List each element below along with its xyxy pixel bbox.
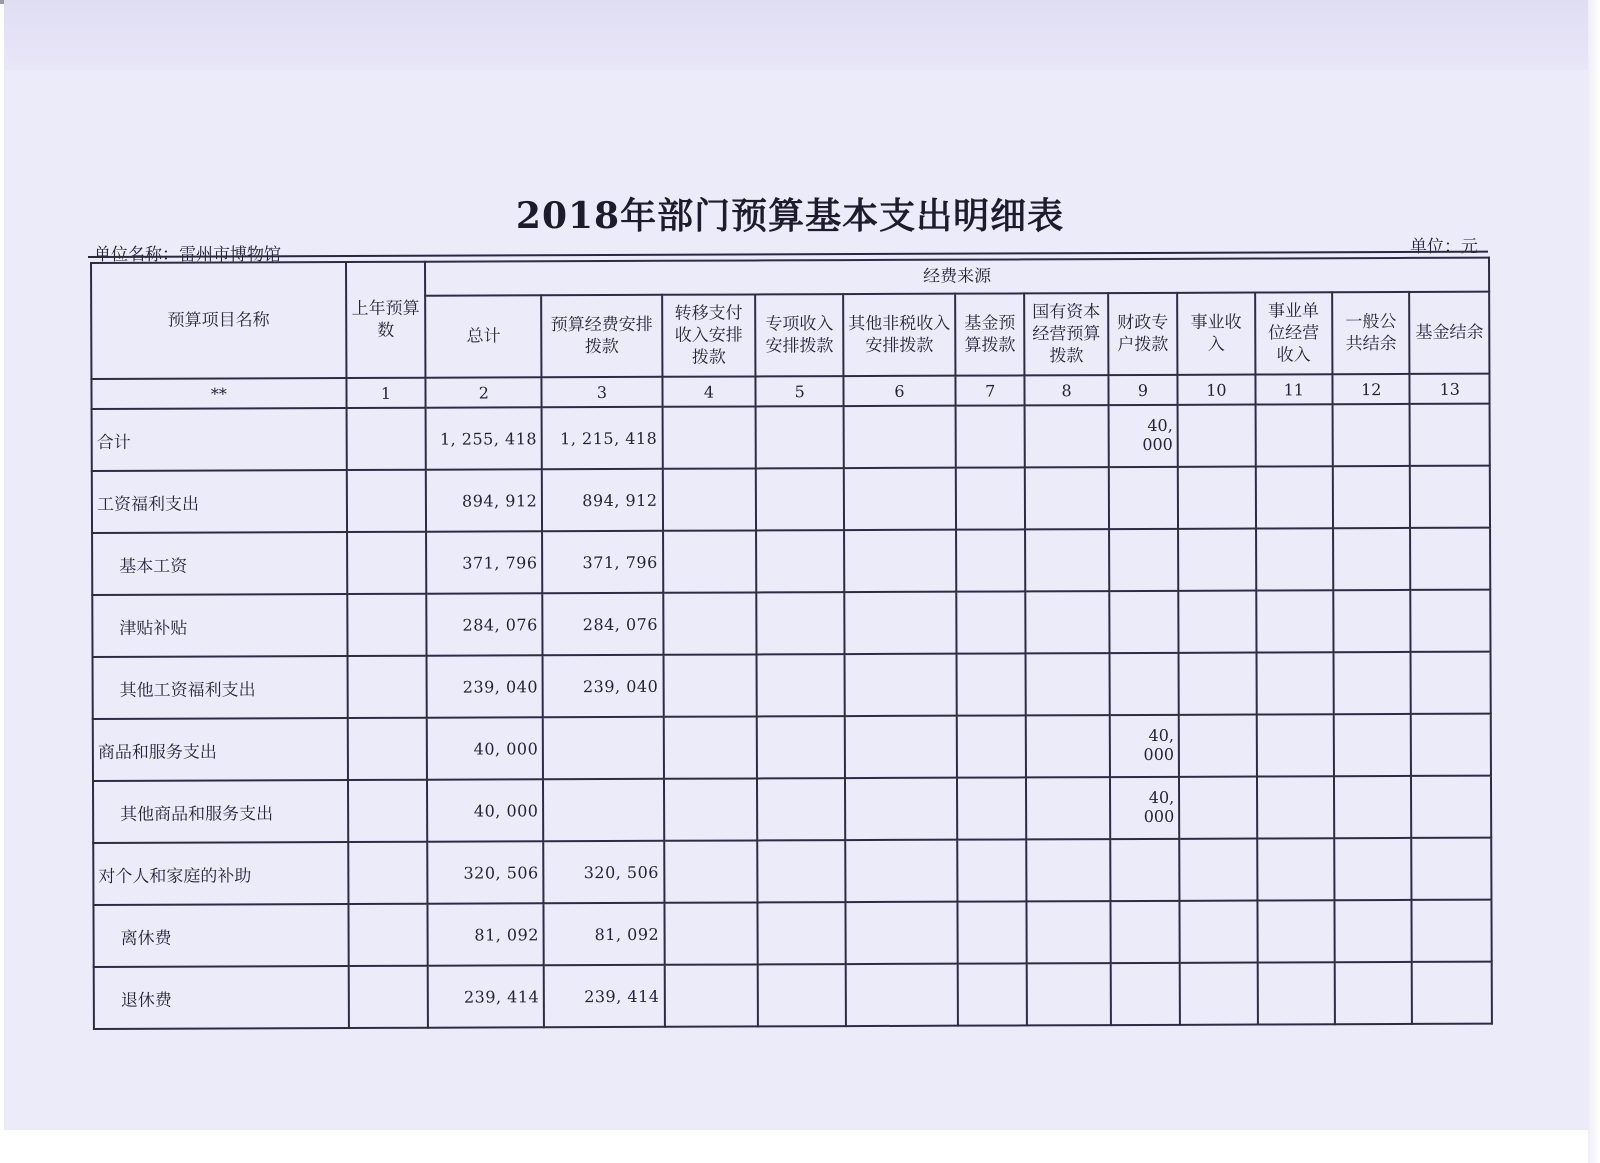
row-source-cell bbox=[1255, 404, 1333, 466]
header-source-col: 一般公共结余 bbox=[1332, 292, 1410, 374]
row-item-name: 对个人和家庭的补助 bbox=[93, 842, 348, 905]
row-total: 320, 506 bbox=[427, 841, 543, 903]
index-cell: 9 bbox=[1108, 375, 1177, 405]
row-source-cell bbox=[1257, 900, 1335, 962]
row-source-cell bbox=[1256, 714, 1334, 776]
row-source-cell bbox=[845, 778, 957, 840]
header-source-col: 转移支付收入安排拨款 bbox=[662, 294, 756, 376]
header-source-col: 其他非税收入安排拨款 bbox=[843, 294, 955, 376]
row-source-cell bbox=[1257, 776, 1335, 838]
row-total: 239, 040 bbox=[427, 655, 543, 717]
row-source-cell bbox=[1026, 777, 1110, 839]
index-cell: ** bbox=[91, 378, 346, 409]
table-row bbox=[92, 590, 1490, 657]
row-source-cell bbox=[756, 406, 844, 468]
row-source-cell bbox=[1026, 653, 1110, 715]
row-source-cell bbox=[758, 964, 846, 1026]
row-source-cell bbox=[1410, 528, 1490, 590]
index-cell: 2 bbox=[426, 377, 542, 407]
row-source-cell bbox=[1025, 405, 1109, 467]
row-source-cell bbox=[1179, 839, 1257, 901]
row-total: 40, 000 bbox=[427, 717, 543, 779]
header-item-name: 预算项目名称 bbox=[91, 262, 346, 379]
row-total: 40, 000 bbox=[427, 779, 543, 841]
row-fiscal-special: 40, 000 bbox=[1110, 715, 1180, 777]
row-source-cell bbox=[1178, 591, 1256, 653]
row-prev-year bbox=[347, 656, 427, 718]
row-fiscal-special: 40, 000 bbox=[1108, 405, 1178, 467]
row-fiscal-special: 40, 000 bbox=[1110, 777, 1180, 839]
table-row bbox=[93, 900, 1491, 967]
index-cell: 12 bbox=[1332, 374, 1410, 404]
row-budget-allocation: 320, 506 bbox=[544, 841, 664, 903]
row-source-cell bbox=[1178, 405, 1256, 467]
row-source-cell bbox=[1179, 715, 1257, 777]
row-fiscal-special bbox=[1111, 963, 1181, 1025]
row-item-name: 离休费 bbox=[93, 904, 348, 967]
row-budget-allocation: 371, 796 bbox=[542, 531, 662, 593]
row-prev-year bbox=[348, 904, 428, 966]
header-source-col: 事业单位经营收入 bbox=[1255, 292, 1333, 374]
row-source-cell bbox=[956, 405, 1026, 467]
row-source-cell bbox=[1027, 963, 1111, 1025]
row-fiscal-special bbox=[1110, 901, 1180, 963]
row-source-cell bbox=[1256, 590, 1334, 652]
row-source-cell bbox=[756, 530, 844, 592]
header-source-col: 专项收入安排拨款 bbox=[755, 294, 843, 376]
row-source-cell bbox=[958, 963, 1028, 1025]
budget-table bbox=[90, 257, 1493, 1030]
row-item-name: 其他工资福利支出 bbox=[93, 656, 348, 719]
row-prev-year bbox=[347, 594, 427, 656]
row-source-cell bbox=[1026, 715, 1110, 777]
row-source-cell bbox=[664, 902, 758, 964]
row-total: 371, 796 bbox=[426, 531, 542, 593]
index-cell: 7 bbox=[955, 375, 1024, 405]
table-row bbox=[94, 962, 1492, 1029]
row-source-cell bbox=[663, 654, 757, 716]
row-source-cell bbox=[1412, 900, 1492, 962]
row-item-name: 基本工资 bbox=[92, 532, 347, 595]
row-source-cell bbox=[662, 406, 756, 468]
row-source-cell bbox=[1412, 962, 1492, 1024]
row-total: 81, 092 bbox=[428, 903, 544, 965]
table-row bbox=[92, 466, 1490, 533]
row-fiscal-special bbox=[1109, 591, 1179, 653]
index-cell: 4 bbox=[662, 376, 756, 406]
row-source-cell bbox=[844, 530, 956, 592]
row-source-cell bbox=[1027, 901, 1111, 963]
row-source-cell bbox=[1410, 404, 1490, 466]
row-item-name: 津贴补贴 bbox=[92, 594, 347, 657]
row-source-cell bbox=[1333, 466, 1411, 528]
row-budget-allocation: 284, 076 bbox=[543, 593, 663, 655]
row-total: 1, 255, 418 bbox=[426, 407, 542, 469]
row-source-cell bbox=[1178, 529, 1256, 591]
row-budget-allocation: 894, 912 bbox=[542, 469, 662, 531]
row-source-cell bbox=[663, 592, 757, 654]
row-source-cell bbox=[957, 901, 1027, 963]
index-cell: 11 bbox=[1255, 374, 1333, 404]
row-budget-allocation bbox=[543, 779, 663, 841]
table-row bbox=[93, 776, 1491, 843]
row-source-cell bbox=[1334, 776, 1412, 838]
index-cell: 1 bbox=[346, 378, 426, 408]
row-budget-allocation: 1, 215, 418 bbox=[542, 407, 662, 469]
row-source-cell bbox=[1256, 528, 1334, 590]
row-prev-year bbox=[347, 532, 427, 594]
row-source-cell bbox=[956, 467, 1026, 529]
row-source-cell bbox=[1334, 652, 1412, 714]
row-prev-year bbox=[348, 842, 428, 904]
table-row bbox=[92, 528, 1490, 595]
row-source-cell bbox=[1411, 590, 1491, 652]
index-cell: 13 bbox=[1410, 374, 1490, 404]
row-total: 239, 414 bbox=[428, 965, 544, 1027]
row-item-name: 其他商品和服务支出 bbox=[93, 780, 348, 843]
row-fiscal-special bbox=[1110, 839, 1180, 901]
row-prev-year bbox=[346, 408, 426, 470]
row-prev-year bbox=[348, 966, 428, 1028]
row-source-cell bbox=[845, 840, 957, 902]
header-source-col: 财政专户拨款 bbox=[1108, 293, 1178, 375]
table-row bbox=[92, 404, 1490, 471]
row-source-cell bbox=[844, 406, 956, 468]
row-total: 284, 076 bbox=[426, 593, 542, 655]
row-source-cell bbox=[1333, 404, 1411, 466]
row-source-cell bbox=[664, 778, 758, 840]
row-prev-year bbox=[347, 718, 427, 780]
row-budget-allocation: 239, 040 bbox=[543, 655, 663, 717]
row-source-cell bbox=[757, 778, 845, 840]
row-source-cell bbox=[957, 839, 1027, 901]
row-source-cell bbox=[844, 654, 956, 716]
row-source-cell bbox=[957, 715, 1027, 777]
row-source-cell bbox=[957, 777, 1027, 839]
header-source-col: 基金预算拨款 bbox=[955, 293, 1025, 375]
row-source-cell bbox=[1178, 467, 1256, 529]
scan-edge-right bbox=[1588, 0, 1600, 1163]
header-source-col: 总计 bbox=[425, 295, 541, 377]
table-row bbox=[93, 714, 1491, 781]
row-source-cell bbox=[758, 902, 846, 964]
row-fiscal-special bbox=[1109, 529, 1179, 591]
row-source-cell bbox=[956, 529, 1026, 591]
row-source-cell bbox=[664, 840, 758, 902]
row-source-cell bbox=[757, 716, 845, 778]
row-source-cell bbox=[1334, 838, 1412, 900]
table-body bbox=[91, 374, 1491, 1029]
table-row bbox=[93, 838, 1491, 905]
row-source-cell bbox=[758, 840, 846, 902]
row-source-cell bbox=[844, 592, 956, 654]
row-budget-allocation bbox=[543, 717, 663, 779]
paper-fold bbox=[4, 0, 1592, 73]
row-source-cell bbox=[845, 716, 957, 778]
index-cell: 10 bbox=[1178, 375, 1256, 405]
row-fiscal-special bbox=[1109, 653, 1179, 715]
table-row bbox=[93, 652, 1491, 719]
row-source-cell bbox=[1255, 466, 1333, 528]
row-source-cell bbox=[756, 468, 844, 530]
row-source-cell bbox=[1027, 839, 1111, 901]
header-funding-source: 经费来源 bbox=[425, 258, 1489, 296]
row-source-cell bbox=[1257, 838, 1335, 900]
row-source-cell bbox=[1334, 714, 1412, 776]
row-source-cell bbox=[1411, 776, 1491, 838]
row-source-cell bbox=[757, 654, 845, 716]
row-source-cell bbox=[1180, 963, 1258, 1025]
row-source-cell bbox=[1411, 714, 1491, 776]
header-source-col: 国有资本经营预算拨款 bbox=[1024, 293, 1108, 375]
row-source-cell bbox=[1333, 590, 1411, 652]
row-prev-year bbox=[348, 780, 428, 842]
row-fiscal-special bbox=[1109, 467, 1179, 529]
row-source-cell bbox=[1025, 467, 1109, 529]
row-source-cell bbox=[1179, 777, 1257, 839]
row-source-cell bbox=[663, 530, 757, 592]
row-total: 894, 912 bbox=[426, 469, 542, 531]
row-budget-allocation: 81, 092 bbox=[544, 903, 664, 965]
row-source-cell bbox=[663, 716, 757, 778]
row-source-cell bbox=[1410, 466, 1490, 528]
row-source-cell bbox=[957, 653, 1027, 715]
index-cell: 6 bbox=[843, 376, 955, 406]
header-prev-year: 上年预算数 bbox=[346, 262, 426, 378]
index-cell: 5 bbox=[756, 376, 844, 406]
header-source-col: 事业收入 bbox=[1177, 293, 1255, 375]
page-title: 2018年部门预算基本支出明细表 bbox=[515, 195, 1065, 237]
row-source-cell bbox=[1256, 652, 1334, 714]
row-source-cell bbox=[1026, 591, 1110, 653]
currency-unit: 单位：元 bbox=[1410, 237, 1478, 257]
row-item-name: 退休费 bbox=[94, 966, 349, 1029]
row-source-cell bbox=[1257, 962, 1335, 1024]
row-source-cell bbox=[844, 468, 956, 530]
row-prev-year bbox=[347, 470, 427, 532]
index-cell: 3 bbox=[542, 377, 662, 407]
row-source-cell bbox=[956, 591, 1026, 653]
row-source-cell bbox=[757, 592, 845, 654]
row-source-cell bbox=[1411, 652, 1491, 714]
header-source-col: 基金结余 bbox=[1410, 292, 1490, 374]
row-budget-allocation: 239, 414 bbox=[544, 965, 664, 1027]
header-source-col: 预算经费安排拨款 bbox=[541, 295, 662, 377]
row-source-cell bbox=[1179, 653, 1257, 715]
row-source-cell bbox=[662, 468, 756, 530]
row-source-cell bbox=[846, 964, 958, 1026]
row-source-cell bbox=[1334, 900, 1412, 962]
row-source-cell bbox=[1412, 838, 1492, 900]
row-source-cell bbox=[1180, 901, 1258, 963]
row-item-name: 商品和服务支出 bbox=[93, 718, 348, 781]
index-cell: 8 bbox=[1025, 375, 1109, 405]
row-source-cell bbox=[664, 964, 758, 1026]
row-source-cell bbox=[1333, 528, 1411, 590]
row-item-name: 工资福利支出 bbox=[92, 470, 347, 533]
row-source-cell bbox=[1335, 962, 1413, 1024]
row-source-cell bbox=[845, 902, 957, 964]
row-source-cell bbox=[1025, 529, 1109, 591]
row-item-name: 合计 bbox=[92, 408, 347, 471]
